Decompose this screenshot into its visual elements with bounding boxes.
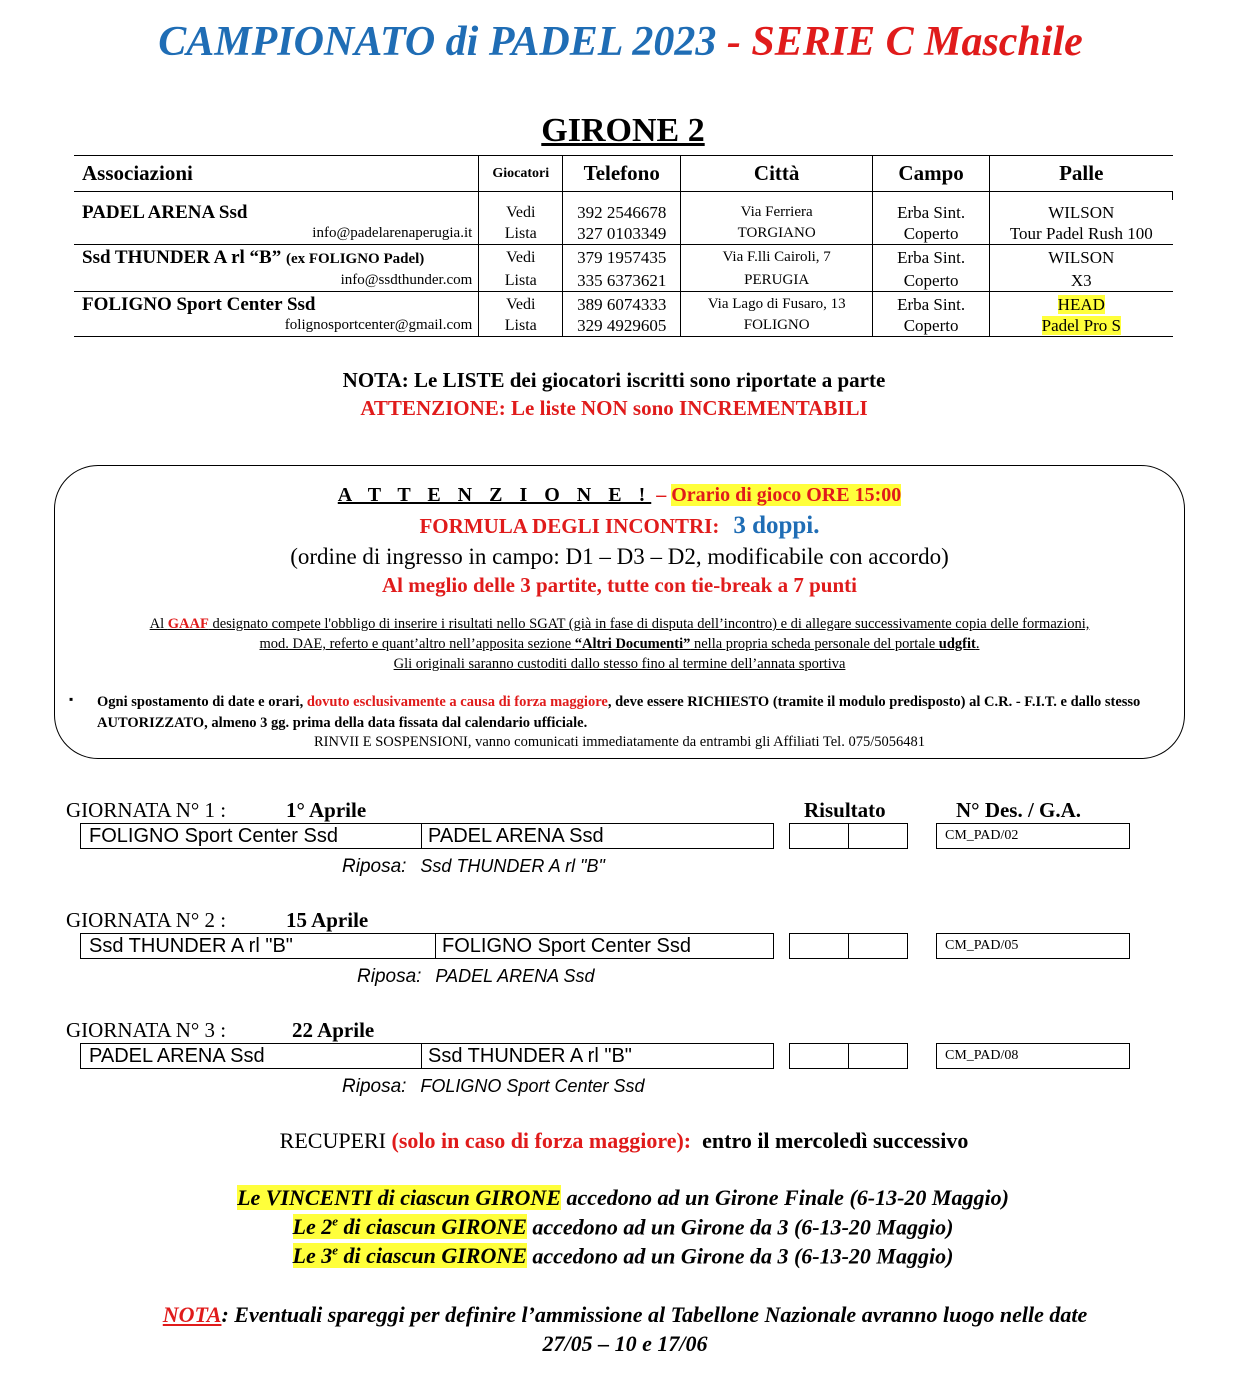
association-name: Ssd THUNDER A rl “B” (ex FOLIGNO Padel)	[74, 244, 479, 270]
home-team: PADEL ARENA Ssd	[81, 1044, 422, 1068]
association-email: info@padelarenaperugia.it	[74, 223, 479, 245]
rest-team: Riposa: PADEL ARENA Ssd	[357, 966, 595, 987]
court-cover: Coperto	[873, 315, 990, 337]
address: Via F.lli Cairoli, 7	[681, 244, 873, 270]
table-row	[74, 244, 1173, 270]
postponement-contact: RINVII E SOSPENSIONI, vanno comunicati immediatamente da entrambi gli Affiliati Tel. 075/5056481	[314, 734, 925, 750]
rest-team: Riposa: Ssd THUNDER A rl "B"	[342, 856, 605, 877]
group-title: GIRONE 2	[541, 112, 705, 149]
association-name: FOLIGNO Sport Center Ssd	[74, 291, 479, 315]
bullet-icon: ▪	[69, 692, 74, 706]
matchday-label: GIORNATA N° 1 :	[66, 798, 227, 822]
header-palle: Palle	[990, 156, 1173, 192]
players-list: Lista	[479, 223, 563, 245]
court-type: Erba Sint.	[873, 244, 990, 270]
matchday-label: GIORNATA N° 3 :	[66, 1018, 227, 1042]
city: TORGIANO	[681, 223, 873, 245]
association-email: info@ssdthunder.com	[74, 270, 479, 292]
table-row	[74, 315, 1173, 337]
court-cover: Coperto	[873, 223, 990, 245]
title-series: SERIE C Maschile	[751, 19, 1083, 65]
home-team: FOLIGNO Sport Center Ssd	[81, 824, 422, 848]
players-link: Vedi	[479, 291, 563, 315]
play-time: Orario di gioco ORE 15:00	[671, 484, 902, 506]
phone: 379 1957435	[563, 244, 681, 270]
court-type: Erba Sint.	[873, 200, 990, 223]
header-campo: Campo	[873, 156, 990, 192]
address: Via Ferriera	[681, 200, 873, 223]
result-header: Risultato	[804, 798, 886, 822]
matchday-date: 22 Aprile	[292, 1018, 375, 1042]
result-field[interactable]	[789, 1043, 908, 1069]
header-associazioni: Associazioni	[74, 156, 479, 192]
players-list: Lista	[479, 315, 563, 337]
matchday-date: 1° Aprile	[286, 798, 367, 822]
promotion-winners: Le VINCENTI di ciascun GIRONE accedono ad un Girone Finale (6-13-20 Maggio)	[237, 1185, 1009, 1210]
title-sep: -	[716, 19, 752, 65]
phone: 327 0103349	[563, 223, 681, 245]
away-team: Ssd THUNDER A rl "B"	[428, 1045, 632, 1067]
best-of-rule: Al meglio delle 3 partite, tutte con tie-break a 7 punti	[382, 573, 857, 597]
match-row	[80, 933, 774, 959]
title-championship: CAMPIONATO di PADEL 2023	[158, 19, 717, 65]
away-team: FOLIGNO Sport Center Ssd	[442, 935, 691, 957]
away-team: PADEL ARENA Ssd	[428, 825, 604, 847]
table-row	[74, 270, 1173, 292]
header-telefono: Telefono	[563, 156, 681, 192]
table-row	[74, 291, 1173, 315]
ball-model: Padel Pro S	[990, 315, 1173, 337]
home-team: Ssd THUNDER A rl "B"	[81, 934, 436, 958]
ball-model: Tour Padel Rush 100	[990, 223, 1173, 245]
matchday-date: 15 Aprile	[286, 908, 369, 932]
attention-line: A T T E N Z I O N E ! – Orario di gioco ORE 15:00	[337, 484, 902, 506]
phone: 335 6373621	[563, 270, 681, 292]
association-email: folignosportcenter@gmail.com	[74, 315, 479, 337]
rescheduling-rule: Ogni spostamento di date e orari, dovuto esclusivamente a causa di forza maggiore, deve essere RICHIESTO (tramite il modulo predisposto) al C.R. - F.I.T. e dallo stesso AUTORIZZATO, almeno 3 gg. prima della data fissata dal calendario ufficiale.	[97, 694, 1141, 731]
page-title	[0, 18, 1241, 66]
note-lists: NOTA: Le LISTE dei giocatori iscritti sono riportate a parte	[342, 368, 886, 392]
match-row	[80, 823, 774, 849]
gaaf-instructions: Al GAAF designato compete l'obbligo di inserire i risultati nello SGAT (già in fase di disputa dell’incontro) e di allegare successivamente copia delle formazioni, mod. DAE, referto e quant’altro nell’apposita sezione “Altri Documenti” nella propria scheda personale del portale udgfit. Gli originali saranno custoditi dallo stesso fino al termine dell’annata sportiva	[149, 616, 1090, 672]
match-formula: FORMULA DEGLI INCONTRI: 3 doppi.	[419, 512, 820, 539]
promotion-third: Le 3e di ciascun GIRONE accedono ad un Girone da 3 (6-13-20 Maggio)	[292, 1243, 954, 1269]
match-row	[80, 1043, 774, 1069]
final-note: NOTA: Eventuali spareggi per definire l’ammissione al Tabellone Nazionale avranno luogo nelle date 27/05 – 10 e 17/06	[162, 1302, 1088, 1356]
phone: 329 4929605	[563, 315, 681, 337]
ball-brand: WILSON	[1048, 247, 1115, 267]
table-header-row	[74, 156, 1173, 192]
court-type: Erba Sint.	[873, 291, 990, 315]
result-field[interactable]	[789, 823, 908, 849]
attention-box	[54, 465, 1185, 759]
phone: 389 6074333	[563, 291, 681, 315]
make-up-rule: RECUPERI (solo in caso di forza maggiore): entro il mercoledì successivo	[279, 1128, 969, 1153]
rest-team: Riposa: FOLIGNO Sport Center Ssd	[342, 1076, 645, 1097]
designation-header: N° Des. / G.A.	[956, 798, 1082, 822]
court-cover: Coperto	[873, 270, 990, 292]
header-giocatori: Giocatori	[479, 156, 563, 192]
header-citta: Città	[681, 156, 873, 192]
result-field[interactable]	[789, 933, 908, 959]
designation-code: CM_PAD/02	[936, 823, 1130, 849]
players-link: Vedi	[479, 200, 563, 223]
phone: 392 2546678	[563, 200, 681, 223]
players-link: Vedi	[479, 244, 563, 270]
matchday-label: GIORNATA N° 2 :	[66, 908, 227, 932]
table-row	[74, 223, 1173, 245]
ball-brand: WILSON	[1048, 202, 1115, 222]
table-row	[74, 200, 1173, 223]
designation-code: CM_PAD/08	[936, 1043, 1130, 1069]
address: Via Lago di Fusaro, 13	[681, 291, 873, 315]
court-order: (ordine di ingresso in campo: D1 – D3 – D2, modificabile con accordo)	[290, 544, 949, 569]
city: FOLIGNO	[681, 315, 873, 337]
association-name: PADEL ARENA Ssd	[74, 200, 479, 223]
city: PERUGIA	[681, 270, 873, 292]
warning-lists: ATTENZIONE: Le liste NON sono INCREMENTABILI	[360, 396, 868, 420]
ball-brand: HEAD	[1057, 294, 1105, 314]
ball-model: X3	[990, 270, 1173, 292]
designation-code: CM_PAD/05	[936, 933, 1130, 959]
associations-table	[74, 155, 1173, 337]
players-list: Lista	[479, 270, 563, 292]
promotion-second: Le 2e di ciascun GIRONE accedono ad un Girone da 3 (6-13-20 Maggio)	[292, 1214, 954, 1240]
